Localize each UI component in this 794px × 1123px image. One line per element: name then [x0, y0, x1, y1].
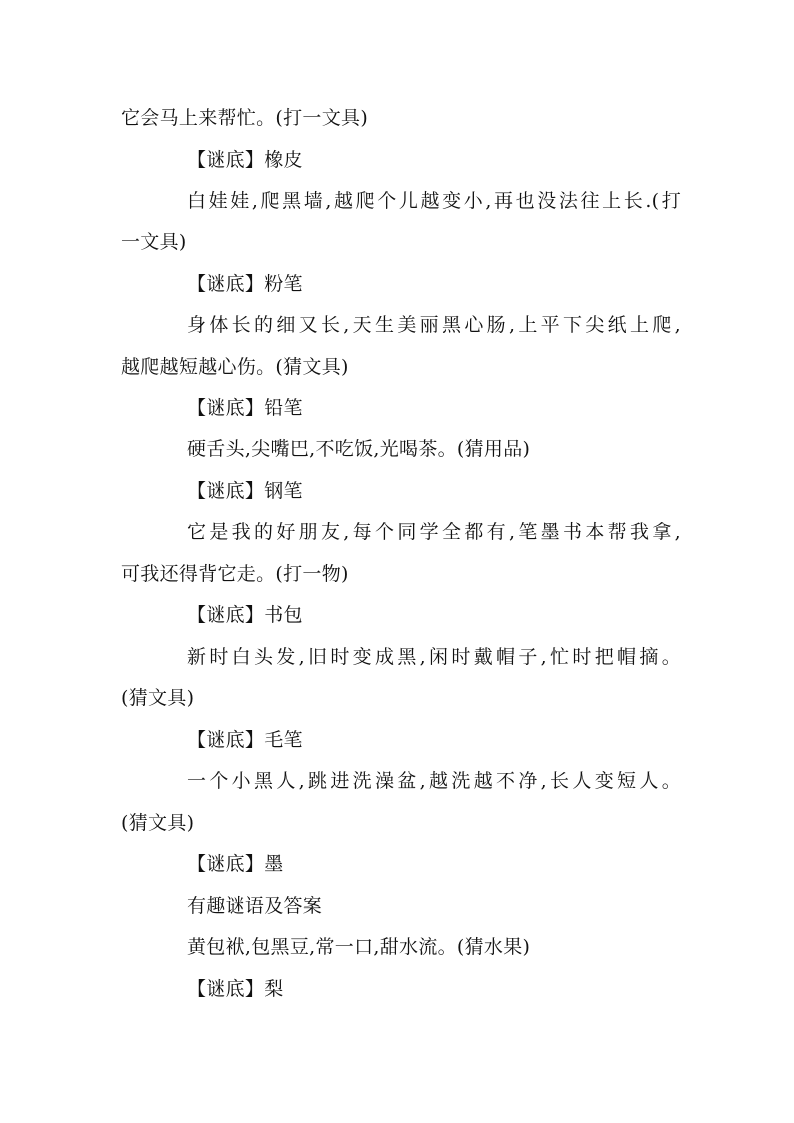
answer-line: 【谜底】毛笔: [187, 729, 303, 751]
riddle-text-line: 它会马上来帮忙。(打一文具): [121, 107, 369, 129]
answer-line: 【谜底】粉笔: [187, 273, 303, 295]
riddle-text-line: (猜文具): [121, 687, 195, 709]
riddle-text-line: 白娃娃,爬黑墙,越爬个儿越变小,再也没法往上长.(打: [187, 190, 681, 212]
answer-line: 【谜底】橡皮: [187, 149, 303, 171]
riddle-text-line: 新时白头发,旧时变成黑,闲时戴帽子,忙时把帽摘。: [187, 646, 681, 668]
answer-line: 【谜底】书包: [187, 604, 303, 626]
section-heading: 有趣谜语及答案: [187, 895, 323, 917]
riddle-text-line: 黄包袱,包黑豆,常一口,甜水流。(猜水果): [187, 936, 531, 958]
answer-line: 【谜底】梨: [187, 978, 284, 1000]
answer-line: 【谜底】钢笔: [187, 480, 303, 502]
riddle-text-line: 可我还得背它走。(打一物): [121, 563, 349, 585]
riddle-text-line: (猜文具): [121, 812, 195, 834]
answer-line: 【谜底】铅笔: [187, 397, 303, 419]
riddle-text-line: 身体长的细又长,天生美丽黑心肠,上平下尖纸上爬,: [187, 314, 681, 336]
riddle-text-line: 一文具): [121, 231, 187, 253]
riddle-text-line: 一个小黑人,跳进洗澡盆,越洗越不净,长人变短人。: [187, 770, 681, 792]
riddle-text-line: 越爬越短越心伤。(猜文具): [121, 356, 349, 378]
riddle-text-line: 硬舌头,尖嘴巴,不吃饭,光喝茶。(猜用品): [187, 438, 531, 460]
riddle-text-line: 它是我的好朋友,每个同学全都有,笔墨书本帮我拿,: [187, 521, 681, 543]
answer-line: 【谜底】墨: [187, 853, 284, 875]
